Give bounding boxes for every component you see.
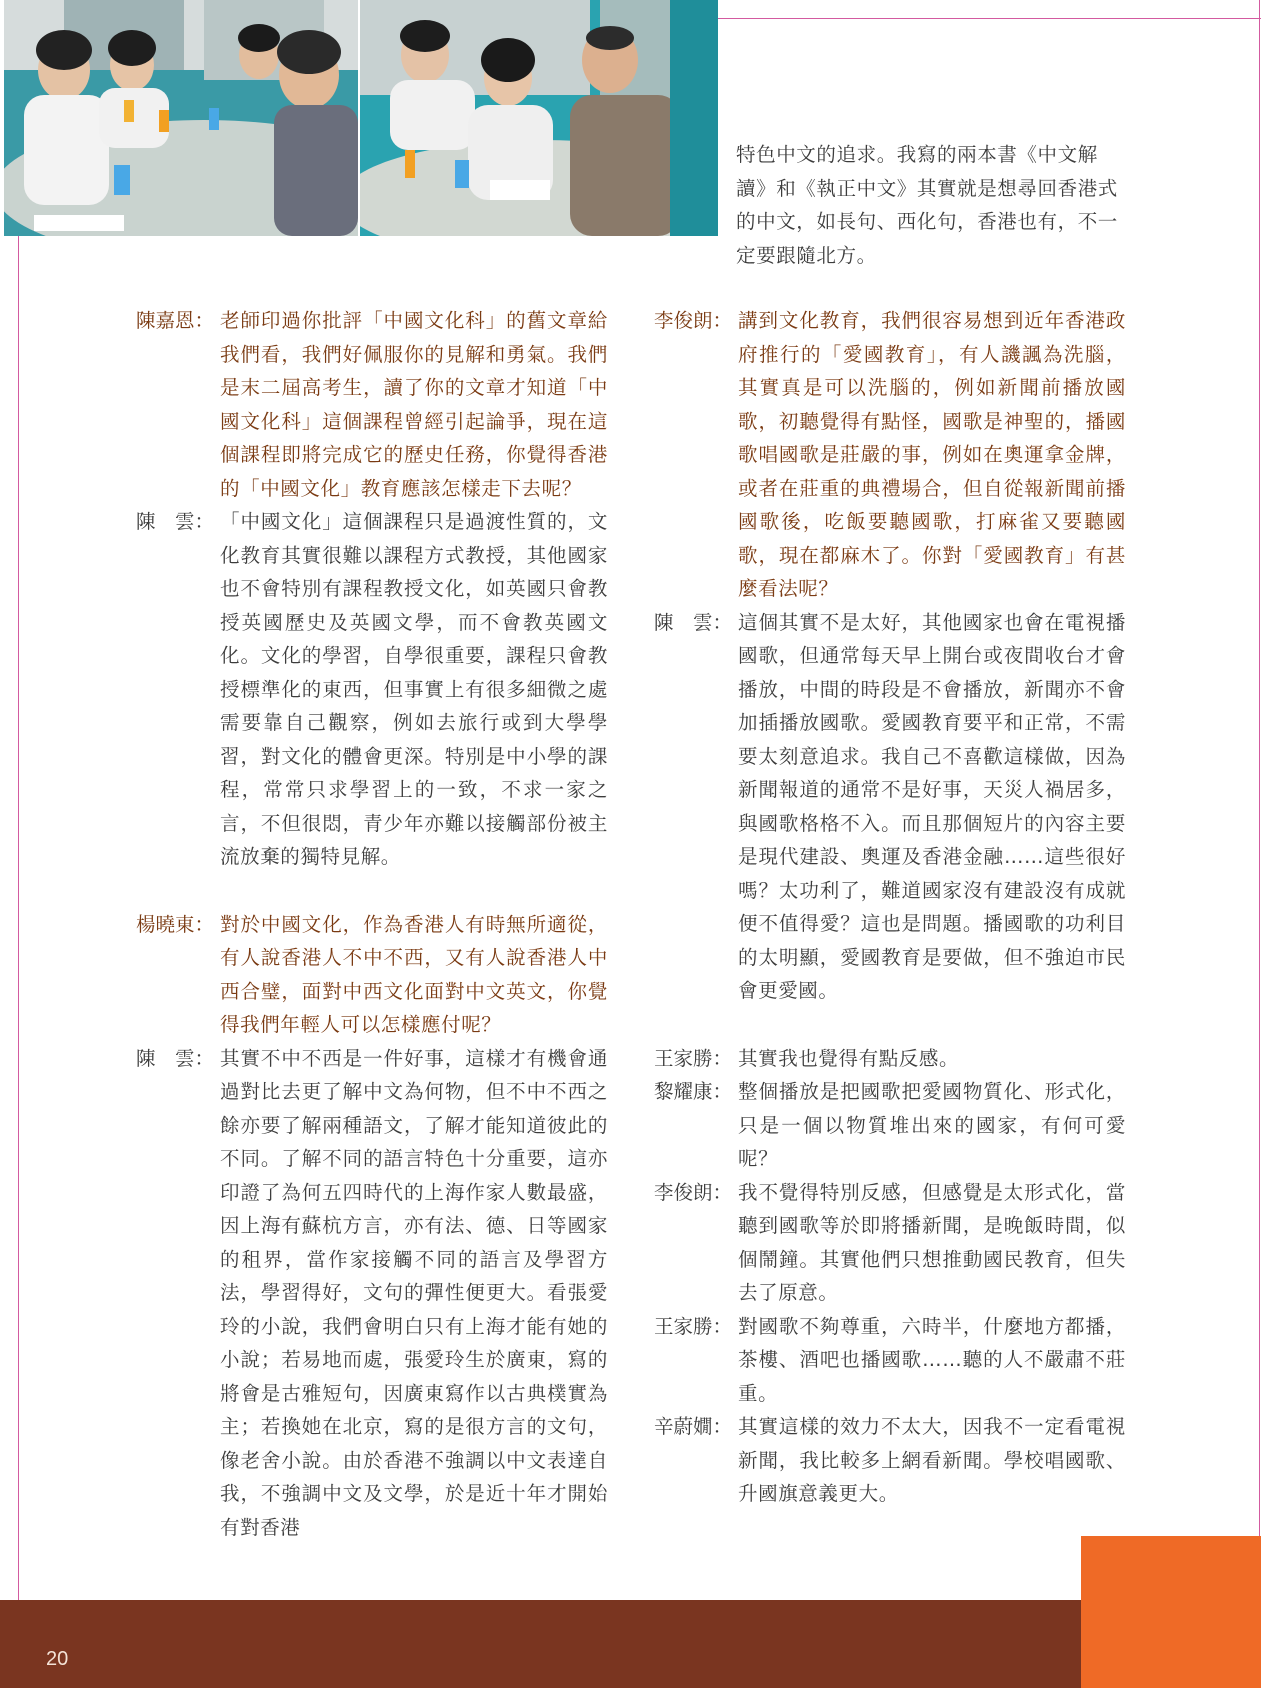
footer-bar — [0, 1600, 1261, 1688]
answer-text: 整個播放是把國歌把愛國物質化、形式化，只是一個以物質堆出來的國家，有何可愛呢？ — [738, 1080, 1126, 1170]
dialogue-entry — [136, 304, 608, 505]
left-column — [136, 304, 608, 1544]
dialogue-entry — [136, 505, 608, 874]
answer-text: 其實不中不西是一件好事，這樣才有機會通過對比去更了解中文為何物，但不中不西之餘亦要了解兩種語文，了解才能知道彼此的不同。了解不同的語言特色十分重要，這亦印證了為何五四時代的上海作家人數最盛，因上海有蘇杭方言，亦有法、德、日等國家的租界，當作家接觸不同的語言及學習方法，學習得好，文句的彈性便更大。看張愛玲的小說，我們會明白只有上海才能有她的小說；若易地而處，張愛玲生於廣東，寫的將會是古雅短句，因廣東寫作以古典樸實為主；若換她在北京，寫的是很方言的文句，像老舍小說。由於香港不強調以中文表達自我，不強調中文及文學，於是近十年才開始有對香港 — [220, 1046, 608, 1539]
photo-students-left — [4, 0, 358, 236]
speaker-name: 陳嘉恩： — [136, 309, 215, 332]
trim-line-top — [718, 18, 1261, 19]
speaker-name: 陳 雲： — [136, 510, 215, 533]
question-text: 對於中國文化，作為香港人有時無所適從，有人說香港人不中不西，又有人說香港人中西合璧，面對中西文化面對中文英文，你覺得我們年輕人可以怎樣應付呢？ — [220, 912, 608, 1036]
dialogue-entry — [654, 304, 1126, 606]
right-column — [654, 304, 1126, 1511]
dialogue-entry — [654, 1042, 1126, 1076]
trim-line-right — [1259, 0, 1260, 1600]
dialogue-entry — [654, 1176, 1126, 1310]
speaker-name: 李俊朗： — [654, 309, 733, 332]
photo-discussion-right — [360, 0, 718, 236]
speaker-name: 陳 雲： — [136, 1046, 215, 1070]
answer-text: 這個其實不是太好，其他國家也會在電視播國歌，但通常每天早上開台或夜間收台才會播放，中間的時段是不會播放，新聞亦不會加插播放國歌。愛國教育要平和正常，不需要太刻意追求。我自己不喜歡這樣做，因為新聞報道的通常不是好事，天災人禍居多，與國歌格格不入。而且那個短片的內容主要是現代建設、奧運及香港金融……這些很好嗎？太功利了，難道國家沒有建設沒有成就便不值得愛？這也是問題。播國歌的功利目的太明顯，愛國教育是要做，但不強迫市民會更愛國。 — [738, 610, 1126, 1002]
speaker-name: 王家勝： — [654, 1314, 733, 1338]
trim-line-left — [18, 0, 19, 1600]
speaker-name: 楊曉東： — [136, 912, 215, 936]
dialogue-entry — [136, 908, 608, 1042]
answer-continuation — [736, 138, 1126, 272]
speaker-name: 陳 雲： — [654, 610, 733, 634]
page-number: 20 — [46, 1648, 69, 1670]
speaker-name: 辛蔚嫺： — [654, 1415, 733, 1438]
answer-text: 我不覺得特別反感，但感覺是太形式化，當聽到國歌等於即將播新聞，是晚飯時間，似個鬧鐘。其實他們只想推動國民教育，但失去了原意。 — [738, 1180, 1126, 1304]
answer-text: 其實我也覺得有點反感。 — [738, 1046, 960, 1070]
speaker-name: 王家勝： — [654, 1046, 733, 1070]
accent-block — [1081, 1536, 1261, 1688]
answer-text: 其實這樣的效力不太大，因我不一定看電視新聞，我比較多上網看新聞。學校唱國歌、升國旗意義更大。 — [738, 1415, 1126, 1505]
question-text: 老師印過你批評「中國文化科」的舊文章給我們看，我們好佩服你的見解和勇氣。我們是末二屆高考生，讀了你的文章才知道「中國文化科」這個課程曾經引起論爭，現在這個課程即將完成它的歷史任務，你覺得香港的「中國文化」教育應該怎樣走下去呢？ — [220, 309, 608, 500]
speaker-name: 李俊朗： — [654, 1180, 733, 1204]
answer-text: 對國歌不夠尊重，六時半，什麼地方都播，茶樓、酒吧也播國歌……聽的人不嚴肅不莊重。 — [738, 1314, 1126, 1405]
question-text: 講到文化教育，我們很容易想到近年香港政府推行的「愛國教育」，有人譏諷為洗腦，其實真是可以洗腦的，例如新聞前播放國歌，初聽覺得有點怪，國歌是神聖的，播國歌唱國歌是莊嚴的事，例如在奧運拿金牌，或者在莊重的典禮場合，但自從報新聞前播國歌後，吃飯要聽國歌，打麻雀又要聽國歌，現在都麻木了。你對「愛國教育」有甚麼看法呢？ — [738, 309, 1126, 600]
dialogue-entry — [654, 1410, 1126, 1511]
continuation-text: 特色中文的追求。我寫的兩本書《中文解讀》和《執正中文》其實就是想尋回香港式的中文，如長句、西化句，香港也有，不一定要跟隨北方。 — [736, 143, 1118, 267]
speaker-name: 黎耀康： — [654, 1080, 733, 1103]
dialogue-entry — [654, 1310, 1126, 1411]
answer-text: 「中國文化」這個課程只是過渡性質的，文化教育其實很難以課程方式教授，其他國家也不會特別有課程教授文化，如英國只會教授英國歷史及英國文學，而不會教英國文化。文化的學習，自學很重要，課程只會教授標準化的東西，但事實上有很多細微之處需要靠自己觀察，例如去旅行或到大學學習，對文化的體會更深。特別是中小學的課程，常常只求學習上的一致，不求一家之言，不但很悶，青少年亦難以接觸部份被主流放棄的獨特見解。 — [220, 510, 608, 868]
dialogue-entry — [136, 1042, 608, 1545]
dialogue-entry — [654, 606, 1126, 1008]
continuation-paragraph — [736, 138, 1126, 272]
dialogue-entry — [654, 1075, 1126, 1176]
